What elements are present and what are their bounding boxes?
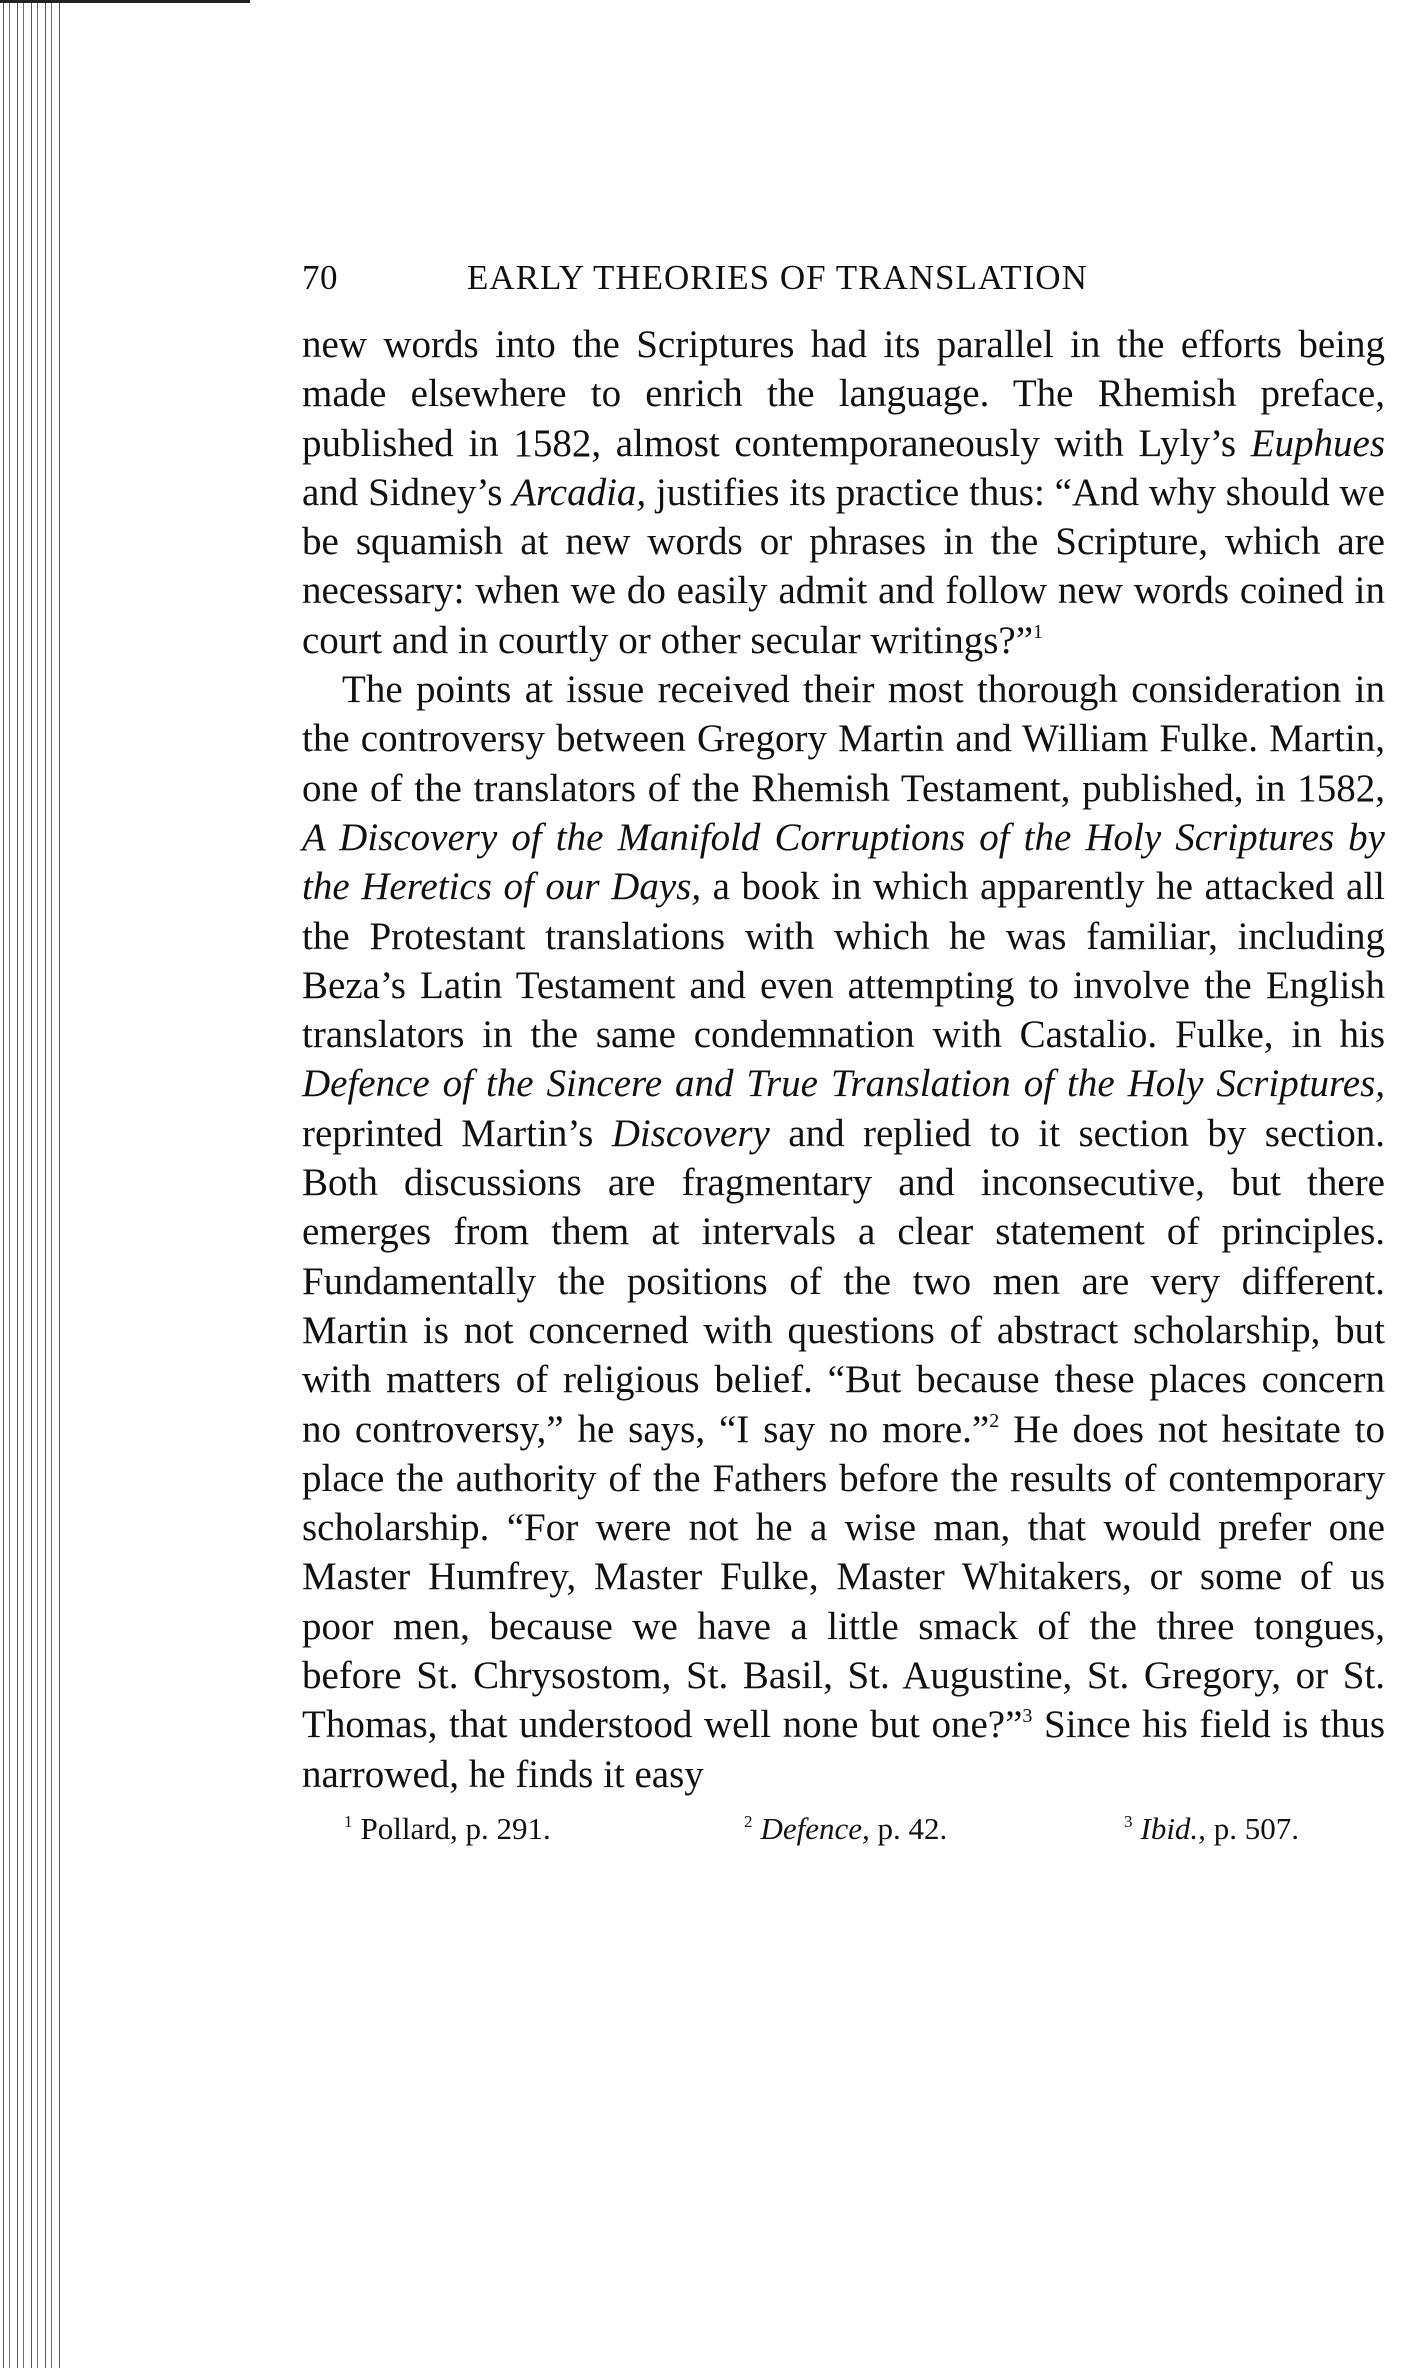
footnote-3: $^3$ Ibid., p. 507. xyxy=(1124,1810,1299,1846)
book-binding-edge xyxy=(0,0,60,2368)
footnote-ref-3: 3 xyxy=(1022,1705,1033,1728)
running-title: EARLY THEORIES OF TRANSLATION xyxy=(467,258,1088,297)
footnotes xyxy=(302,1811,1385,1847)
title-discovery-short: Discovery xyxy=(611,1111,770,1155)
footnote-2: $^2$ Defence, p. 42. xyxy=(744,1810,948,1846)
title-discovery: A Discovery of the Manifold Corruptions of the Holy Scriptures by the Heretics of our Days, xyxy=(302,815,1385,909)
footnote-1: $^1$ Pollard, p. 291. xyxy=(344,1810,551,1846)
footnote-ref-1: 1 xyxy=(1033,620,1044,643)
paragraph-2: The points at issue received their most thorough consideration in the controversy between Gregory Martin and William Fulke. Martin, one of the translators of the Rhemish Testament, published, in 1582, A Discovery of the Manifold Corruptions of the Holy Scriptures by the Heretics of our Days, a book in which apparently he attacked all the Protestant translations with which he was familiar, including Beza’s Latin Testament and even attempting to involve the English translators in the same condemnation with Castalio. Fulke, in his Defence of the Sincere and True Translation of the Holy Scriptures, reprinted Martin’s Discovery and replied to it section by section. Both discussions are fragmentary and inconsecutive, but there emerges from them at intervals a clear statement of principles. Fundamentally the positions of the two men are very different. Martin is not concerned with questions of abstract scholarship, but with matters of religious belief. “But because these places concern no controversy,” he says, “I say no more.”$^2$ He does not hesitate to place the authority of the Fathers before the results of contemporary scholarship. “For were not he a wise man, that would prefer one Master Humfrey, Master Fulke, Master Whitakers, or some of us poor men, because we have a little smack of the three tongues, before St. Chrysostom, St. Basil, St. Augustine, St. Gregory, or St. Thomas, that understood well none but one?”$^3$ Since his field is thus narrowed, he finds it easy xyxy=(302,668,1386,1796)
page-header xyxy=(302,238,1385,298)
binding-top-line xyxy=(0,0,250,3)
body-text xyxy=(302,320,1385,1799)
paragraph-1: new words into the Scriptures had its parallel in the efforts being made elsewhere to enrich the language. The Rhemish preface, published in 1582, almost contemporaneously with Lyly’s Euphues and Sidney’s Arcadia, justifies its practice thus: “And why should we be squamish at new words or phrases in the Scripture, which are necessary: when we do easily admit and follow new words coined in court and in courtly or other secular writings?”$^1$ xyxy=(302,323,1385,662)
title-arcadia: Arcadia, xyxy=(512,470,647,514)
page-number: 70 xyxy=(302,258,338,297)
book-page xyxy=(302,238,1385,1847)
footnote-ref-2: 2 xyxy=(989,1409,1000,1432)
title-euphues: Euphues xyxy=(1250,421,1385,465)
title-defence: Defence of the Sincere and True Translation of the Holy Scriptures, xyxy=(302,1062,1385,1106)
